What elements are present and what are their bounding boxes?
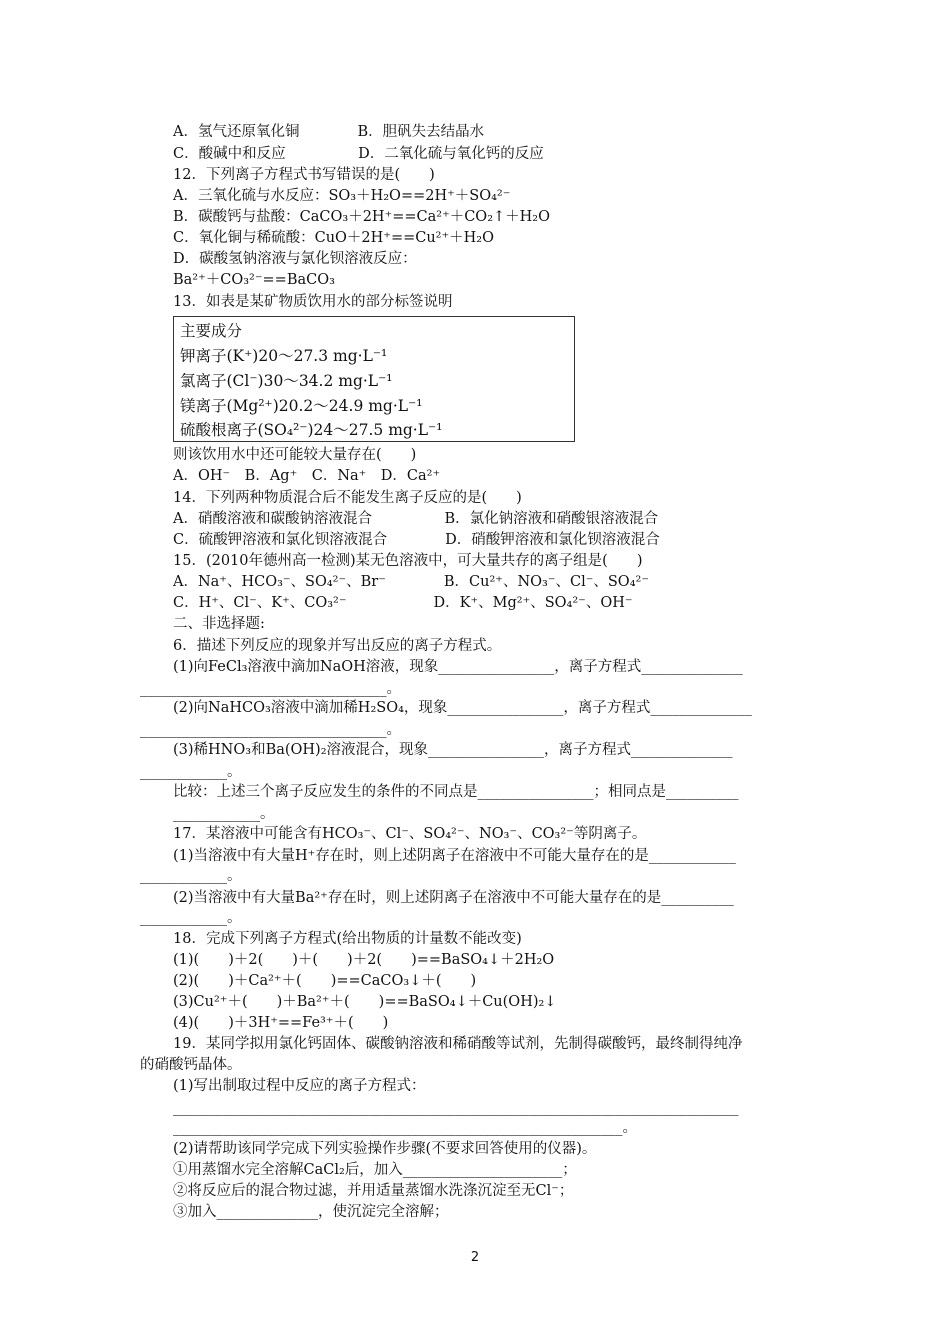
label-row: 镁离子(Mg²⁺)20.2～24.9 mg·L⁻¹	[180, 397, 423, 415]
option-line: B．碳酸钙与盐酸：CaCO₃＋2H⁺==Ca²⁺＋CO₂↑＋H₂O	[173, 209, 551, 225]
option-line: A．硝酸溶液和碳酸钠溶液混合 B．氯化钠溶液和硝酸银溶液混合	[173, 511, 659, 527]
blank-line: (1)当溶液中有大量H⁺存在时，则上述阴离子在溶液中不可能大量存在的是____________	[173, 848, 736, 864]
label-row: 钾离子(K⁺)20～27.3 mg·L⁻¹	[180, 347, 388, 365]
blank-line: ______________________________________________________________________________	[173, 1100, 739, 1116]
option-line: C．氧化铜与稀硫酸：CuO＋2H⁺==Cu²⁺＋H₂O	[173, 230, 494, 246]
blank-line: __________________________________。	[140, 681, 401, 697]
question-line: 则该饮用水中还可能较大量存在( )	[173, 447, 417, 463]
question-line: (2)请帮助该同学完成下列实验操作步骤(不要求回答使用的仪器)。	[173, 1141, 597, 1157]
question-12: 12．下列离子方程式书写错误的是( )	[173, 167, 435, 183]
question-line: (1)写出制取过程中反应的离子方程式：	[173, 1078, 426, 1094]
blank-line: ①用蒸馏水完全溶解CaCl₂后，加入______________________；	[173, 1162, 577, 1178]
blank-line: __________________________________。	[140, 722, 401, 738]
question-line: ②将反应后的混合物过滤，并用适量蒸馏水洗涤沉淀至无Cl⁻；	[173, 1183, 574, 1199]
question-15: 15．(2010年德州高一检测)某无色溶液中，可大量共存的离子组是( )	[173, 553, 643, 569]
question-line: 的硝酸钙晶体。	[140, 1057, 242, 1073]
option-line: A．三氧化硫与水反应：SO₃＋H₂O==2H⁺＋SO₄²⁻	[173, 188, 511, 204]
question-13: 13．如表是某矿物质饮用水的部分标签说明	[173, 294, 453, 310]
equation-line: (3)Cu²⁺＋( )＋Ba²⁺＋( )==BaSO₄↓＋Cu(OH)₂↓	[173, 994, 557, 1010]
question-19: 19．某同学拟用氯化钙固体、碳酸钠溶液和稀硝酸等试剂，先制得碳酸钙，最终制得纯净	[173, 1036, 743, 1052]
page-number: 2	[470, 1250, 480, 1265]
question-14: 14．下列两种物质混合后不能发生离子反应的是( )	[173, 490, 522, 506]
blank-line: (2)向NaHCO₃溶液中滴加稀H₂SO₄，现象________________，离子方程式______________	[173, 700, 752, 716]
blank-line: (1)向FeCl₃溶液中滴加NaOH溶液，现象________________，离子方程式______________	[173, 659, 743, 675]
option-line: A．氢气还原氧化铜 B．胆矾失去结晶水	[173, 124, 485, 140]
label-title: 主要成分	[180, 322, 243, 340]
blank-line: ____________。	[140, 868, 242, 884]
question-18: 18．完成下列离子方程式(给出物质的计量数不能改变)	[173, 931, 522, 947]
option-line: A．OH⁻ B．Ag⁺ C．Na⁺ D．Ca²⁺	[173, 468, 441, 484]
equation-line: (2)( )＋Ca²⁺＋( )==CaCO₃↓＋( )	[173, 973, 477, 989]
question-17: 17．某溶液中可能含有HCO₃⁻、Cl⁻、SO₄²⁻、NO₃⁻、CO₃²⁻等阴离子。	[173, 826, 647, 842]
option-line: D．碳酸氢钠溶液与氯化钡溶液反应：	[173, 251, 417, 267]
option-line: C．H⁺、Cl⁻、K⁺、CO₃²⁻ D．K⁺、Mg²⁺、SO₄²⁻、OH⁻	[173, 595, 633, 611]
equation-line: (1)( )＋2( )＋( )＋2( )==BaSO₄↓＋2H₂O	[173, 952, 555, 968]
option-line: A．Na⁺、HCO₃⁻、SO₄²⁻、Br⁻ B．Cu²⁺、NO₃⁻、Cl⁻、SO₄²⁻	[173, 574, 649, 590]
blank-line: ______________________________________________________________。	[173, 1120, 637, 1136]
label-row: 硫酸根离子(SO₄²⁻)24～27.5 mg·L⁻¹	[180, 421, 443, 439]
blank-line: ____________。	[140, 910, 242, 926]
blank-line: ③加入______________，使沉淀完全溶解；	[173, 1204, 449, 1220]
blank-line: ____________。	[140, 764, 242, 780]
label-row: 氯离子(Cl⁻)30～34.2 mg·L⁻¹	[180, 372, 393, 390]
question-6: 6．描述下列反应的现象并写出反应的离子方程式。	[173, 638, 502, 654]
blank-line: (3)稀HNO₃和Ba(OH)₂溶液混合，现象________________，离子方程式______________	[173, 742, 733, 758]
equation-line: (4)( )＋3H⁺==Fe³⁺＋( )	[173, 1015, 389, 1031]
option-line: C．酸碱中和反应 D．二氧化硫与氧化钙的反应	[173, 146, 544, 162]
mineral-water-label	[173, 316, 575, 442]
equation-line: Ba²⁺＋CO₃²⁻==BaCO₃	[173, 272, 335, 288]
blank-line: 比较：上述三个离子反应发生的条件的不同点是________________；相同点是__________	[173, 784, 739, 800]
option-line: C．硫酸钾溶液和氯化钡溶液混合 D．硝酸钾溶液和氯化钡溶液混合	[173, 532, 660, 548]
blank-line: ____________。	[173, 806, 275, 822]
section-heading: 二、非选择题:	[173, 616, 265, 632]
blank-line: (2)当溶液中有大量Ba²⁺存在时，则上述阴离子在溶液中不可能大量存在的是__________	[173, 890, 734, 906]
